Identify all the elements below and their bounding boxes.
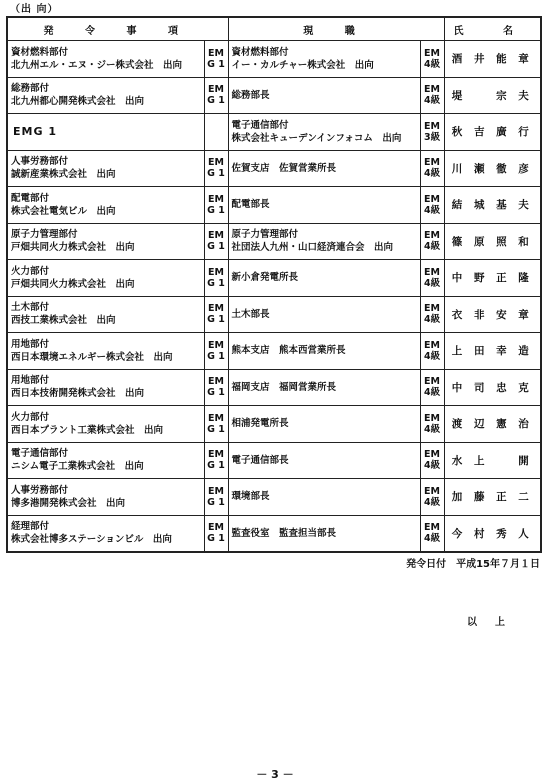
assignment-grade-cell xyxy=(204,515,228,552)
grade-code: EM xyxy=(424,157,440,169)
closing-mark: 以上 xyxy=(467,617,523,628)
current-line-1: 土木部長 xyxy=(231,308,270,320)
assignment-line-1: 土木部付 xyxy=(11,302,50,314)
grade-code: EM xyxy=(208,412,224,424)
grade-code: EM xyxy=(208,230,224,242)
grade-code: EM xyxy=(208,84,224,96)
table-row xyxy=(7,369,541,406)
grade-level: 4級 xyxy=(423,58,441,70)
current-position-cell xyxy=(228,333,420,370)
current-line-1: 監査役室 監査担当部長 xyxy=(231,527,337,539)
current-grade-cell xyxy=(420,406,444,443)
assignment-cell xyxy=(7,296,204,333)
assignment-line-1: 資材燃料部付 xyxy=(11,46,69,58)
current-line-1: 佐賀支店 佐賀営業所長 xyxy=(231,162,337,174)
table-row xyxy=(7,150,541,187)
assignment-cell xyxy=(7,41,204,78)
assignment-line-1: 原子力管理部付 xyxy=(11,229,78,241)
current-grade-cell xyxy=(420,442,444,479)
current-grade-cell xyxy=(420,296,444,333)
current-grade-cell xyxy=(420,333,444,370)
person-name: 秋 吉 廣 行 xyxy=(444,114,541,151)
table-row xyxy=(7,114,541,151)
grade-code: EM xyxy=(208,193,224,205)
person-name: 今 村 秀 人 xyxy=(444,515,541,552)
current-position-cell xyxy=(228,114,420,151)
section-label: （出 向） xyxy=(10,4,59,15)
person-name: 篠 原 照 和 xyxy=(444,223,541,260)
assignment-line-2: 西技工業株式会社 出向 xyxy=(11,315,116,327)
current-grade-cell xyxy=(420,114,444,151)
assignment-cell xyxy=(7,114,204,151)
personnel-table xyxy=(6,16,542,553)
current-line-1: 資材燃料部付 xyxy=(231,46,289,58)
assignment-line-2: 博多港開発株式会社 出向 xyxy=(11,497,126,509)
table-row xyxy=(7,479,541,516)
current-position-cell xyxy=(228,369,420,406)
current-line-1: 福岡支店 福岡営業所長 xyxy=(231,381,337,393)
table-row xyxy=(7,442,541,479)
assignment-line-2: 西日本プラント工業株式会社 出向 xyxy=(11,424,164,436)
grade-level: G 1 xyxy=(207,168,225,180)
assignment-line-2: ニシム電子工業株式会社 出向 xyxy=(11,461,144,473)
assignment-grade-cell xyxy=(204,406,228,443)
assignment-line-1: 配電部付 xyxy=(11,192,50,204)
current-position-cell xyxy=(228,406,420,443)
current-grade-cell xyxy=(420,77,444,114)
grade-code: EM xyxy=(424,193,440,205)
assignment-line-1: 火力部付 xyxy=(11,265,50,277)
assignment-grade-cell xyxy=(204,296,228,333)
current-line-1: 相浦発電所長 xyxy=(231,418,289,430)
grade-code: EM xyxy=(208,157,224,169)
assignment-grade-cell xyxy=(204,77,228,114)
grade-code: EM xyxy=(208,485,224,497)
current-line-1: 環境部長 xyxy=(231,491,270,503)
table-row xyxy=(7,223,541,260)
grade-code: EM xyxy=(424,47,440,59)
table-row xyxy=(7,406,541,443)
person-name: 堤 宗 夫 xyxy=(444,77,541,114)
current-position-cell xyxy=(228,442,420,479)
grade-code: EM xyxy=(208,449,224,461)
table-row xyxy=(7,333,541,370)
current-line-1: 原子力管理部付 xyxy=(231,229,299,241)
grade-level: G 1 xyxy=(207,314,225,326)
current-position-cell xyxy=(228,223,420,260)
current-grade-cell xyxy=(420,223,444,260)
table-row xyxy=(7,260,541,297)
current-grade-cell xyxy=(420,187,444,224)
table-header-row xyxy=(7,17,541,41)
current-position-cell xyxy=(228,41,420,78)
grade-level: G 1 xyxy=(207,533,225,545)
grade-level: G 1 xyxy=(207,241,225,253)
grade-level: G 1 xyxy=(207,350,225,362)
grade-code: EM xyxy=(208,339,224,351)
person-name: 水 上 開 xyxy=(444,442,541,479)
current-position-cell xyxy=(228,187,420,224)
assignment-grade-cell xyxy=(204,442,228,479)
grade-code: EM xyxy=(424,266,440,278)
grade-code: EM xyxy=(424,376,440,388)
grade-level: G 1 xyxy=(207,95,225,107)
assignment-line-2: 戸畑共同火力株式会社 出向 xyxy=(11,278,135,290)
grade-code: EM xyxy=(424,412,440,424)
person-name: 酒 井 能 章 xyxy=(444,41,541,78)
assignment-cell xyxy=(7,260,204,297)
assignment-line-2: 戸畑共同火力株式会社 出向 xyxy=(11,242,135,254)
table-row xyxy=(7,515,541,552)
grade-level: G 1 xyxy=(207,387,225,399)
grade-level: 4級 xyxy=(423,168,441,180)
assignment-line-2: 誠新産業株式会社 出向 xyxy=(11,169,116,181)
person-name: 加 藤 正 二 xyxy=(444,479,541,516)
assignment-line-1: 人事労務部付 xyxy=(11,484,69,496)
grade-level: 4級 xyxy=(423,496,441,508)
grade-level: 4級 xyxy=(423,533,441,545)
assignment-grade-cell xyxy=(204,223,228,260)
assignment-line-1: 人事労務部付 xyxy=(11,156,69,168)
grade-level: 4級 xyxy=(423,350,441,362)
assignment-grade-cell xyxy=(204,150,228,187)
current-position-cell xyxy=(228,77,420,114)
current-grade-cell xyxy=(420,515,444,552)
table-row xyxy=(7,296,541,333)
assignment-cell xyxy=(7,406,204,443)
assignment-grade-cell xyxy=(204,260,228,297)
table-row xyxy=(7,187,541,224)
grade-code: EM xyxy=(208,303,224,315)
assignment-cell xyxy=(7,223,204,260)
assignment-line-2: 株式会社博多ステーションビル 出向 xyxy=(11,534,172,546)
assignment-cell xyxy=(7,333,204,370)
assignment-cell xyxy=(7,479,204,516)
table-row xyxy=(7,41,541,78)
person-name: 衣 非 安 章 xyxy=(444,296,541,333)
grade-code: EM xyxy=(208,522,224,534)
grade-level: 4級 xyxy=(423,387,441,399)
person-name: 川 瀬 徹 彦 xyxy=(444,150,541,187)
grade-level: G 1 xyxy=(207,58,225,70)
current-grade-cell xyxy=(420,479,444,516)
grade-level: 4級 xyxy=(423,204,441,216)
current-line-2: 株式会社キューデンインフォコム 出向 xyxy=(231,132,402,144)
assignment-grade-cell xyxy=(204,114,228,151)
current-grade-cell xyxy=(420,150,444,187)
grade-level: G 1 xyxy=(207,496,225,508)
grade-code: EM xyxy=(424,303,440,315)
assignment-cell xyxy=(7,515,204,552)
current-grade-cell xyxy=(420,260,444,297)
grade-level: G 1 xyxy=(207,277,225,289)
assignment-line-1: 経理部付 xyxy=(11,521,50,533)
current-position-cell xyxy=(228,260,420,297)
person-name: 結 城 基 夫 xyxy=(444,187,541,224)
assignment-line-2: 北九州エル・エヌ・ジー株式会社 出向 xyxy=(11,59,183,71)
assignment-line-1: 用地部付 xyxy=(11,338,50,350)
current-line-1: 配電部長 xyxy=(231,199,270,211)
issue-date: 発令日付 平成15年７月１日 xyxy=(406,559,540,570)
grade-code: EM xyxy=(208,376,224,388)
grade-level: 4級 xyxy=(423,423,441,435)
grade-code: EM xyxy=(208,266,224,278)
header-name: 氏 名 xyxy=(444,17,541,41)
assignment-grade-cell xyxy=(204,187,228,224)
grade-code: EM xyxy=(424,339,440,351)
assignment-line-1: 火力部付 xyxy=(11,411,50,423)
grade-level: 4級 xyxy=(423,314,441,326)
current-line-1: 熊本支店 熊本西営業所長 xyxy=(231,345,346,357)
assignment-line-1: EMG 1 xyxy=(13,125,57,139)
current-position-cell xyxy=(228,150,420,187)
assignment-line-2: 西日本環境エネルギー株式会社 出向 xyxy=(11,351,173,363)
grade-level: G 1 xyxy=(207,460,225,472)
current-line-1: 総務部長 xyxy=(231,89,270,101)
header-current: 現 職 xyxy=(228,17,444,41)
grade-code: EM xyxy=(424,120,440,132)
current-position-cell xyxy=(228,479,420,516)
page-number: － 3 － xyxy=(256,768,294,781)
current-line-1: 新小倉発電所長 xyxy=(231,272,299,284)
grade-code: EM xyxy=(424,84,440,96)
assignment-cell xyxy=(7,442,204,479)
current-grade-cell xyxy=(420,41,444,78)
grade-code: EM xyxy=(208,47,224,59)
current-line-1: 電子通信部付 xyxy=(231,119,289,131)
assignment-cell xyxy=(7,77,204,114)
grade-level: 4級 xyxy=(423,460,441,472)
assignment-cell xyxy=(7,187,204,224)
assignment-grade-cell xyxy=(204,369,228,406)
grade-level: 4級 xyxy=(423,95,441,107)
person-name: 中 野 正 隆 xyxy=(444,260,541,297)
assignment-grade-cell xyxy=(204,479,228,516)
grade-level: 3級 xyxy=(423,131,441,143)
current-position-cell xyxy=(228,296,420,333)
assignment-line-1: 総務部付 xyxy=(11,83,50,95)
assignment-line-2: 西日本技術開発株式会社 出向 xyxy=(11,388,145,400)
grade-code: EM xyxy=(424,230,440,242)
person-name: 上 田 幸 造 xyxy=(444,333,541,370)
person-name: 渡 辺 憲 治 xyxy=(444,406,541,443)
grade-code: EM xyxy=(424,485,440,497)
grade-level: 4級 xyxy=(423,241,441,253)
current-grade-cell xyxy=(420,369,444,406)
current-position-cell xyxy=(228,515,420,552)
assignment-line-2: 北九州都心開発株式会社 出向 xyxy=(11,96,145,108)
current-line-2: 社団法人九州・山口経済連合会 出向 xyxy=(231,242,394,254)
assignment-cell xyxy=(7,150,204,187)
grade-code: EM xyxy=(424,522,440,534)
assignment-line-1: 用地部付 xyxy=(11,375,50,387)
current-line-1: 電子通信部長 xyxy=(231,454,289,466)
assignment-grade-cell xyxy=(204,333,228,370)
assignment-line-2: 株式会社電気ビル 出向 xyxy=(11,205,116,217)
current-line-2: イー・カルチャー株式会社 出向 xyxy=(231,59,374,71)
assignment-cell xyxy=(7,369,204,406)
grade-level: G 1 xyxy=(207,423,225,435)
grade-code: EM xyxy=(424,449,440,461)
grade-level: G 1 xyxy=(207,204,225,216)
grade-level: 4級 xyxy=(423,277,441,289)
table-row xyxy=(7,77,541,114)
assignment-grade-cell xyxy=(204,41,228,78)
header-assignment: 発 令 事 項 xyxy=(7,17,228,41)
person-name: 中 司 忠 克 xyxy=(444,369,541,406)
table-body xyxy=(7,41,541,553)
assignment-line-1: 電子通信部付 xyxy=(11,448,69,460)
